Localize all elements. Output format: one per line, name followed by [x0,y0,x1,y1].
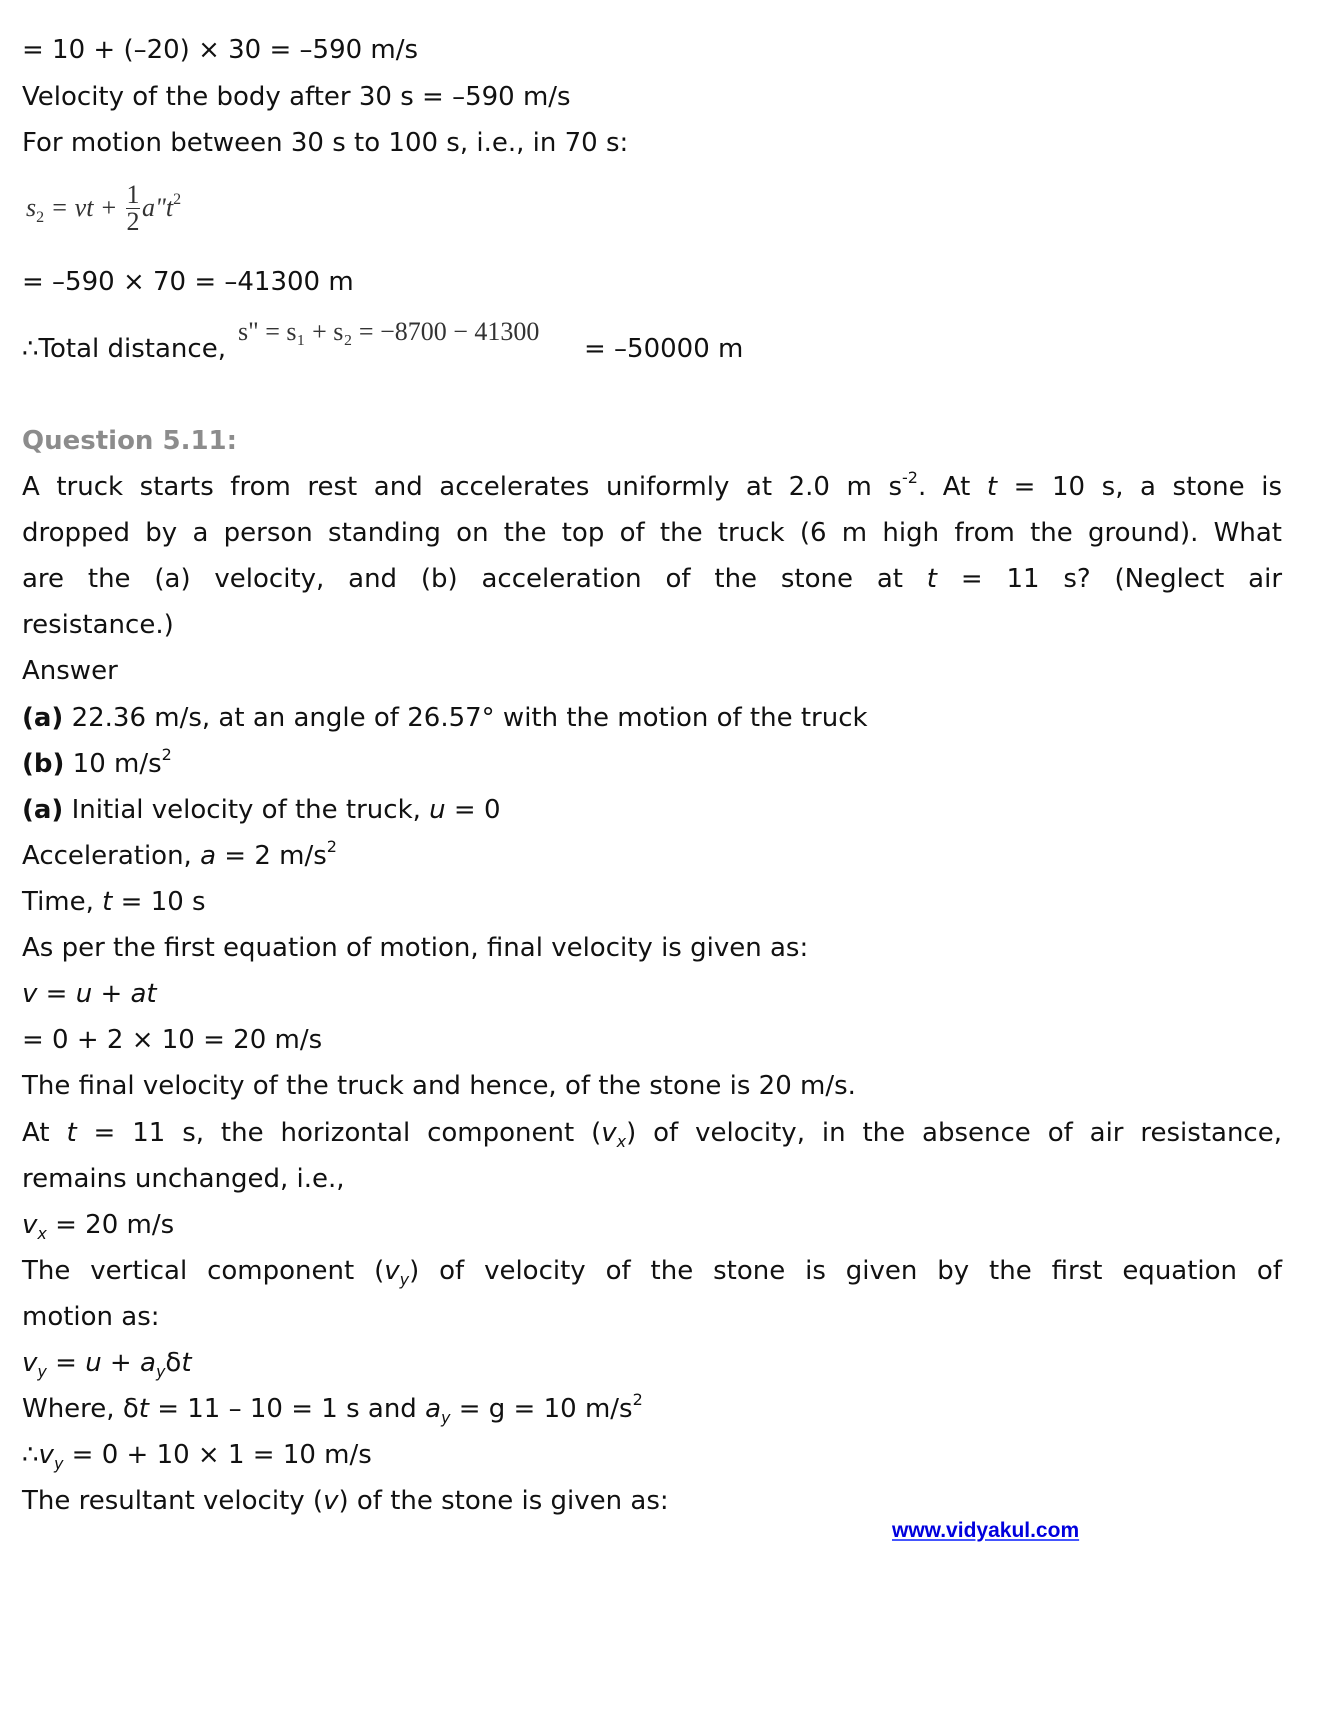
hz-t: t [66,1118,77,1148]
velocity-after-30s: Velocity of the body after 30 s = –590 m/s [22,82,571,112]
vt-v: v [384,1256,400,1286]
time-val: = 10 s [112,887,206,917]
where-c: = g = 10 m/s [450,1394,633,1424]
eq-rhs: a"t [141,193,174,222]
accel-var: a [200,841,217,871]
q1-sup: -2 [901,468,918,487]
vertical-component-line-2: motion as: [22,1302,160,1332]
vx-value [22,1209,174,1241]
where-t: t [138,1394,149,1424]
vt-a: The vertical component ( [22,1256,385,1286]
accel-val: = 2 m/s [216,841,327,871]
final-velocity-statement: The final velocity of the truck and hence, of the stone is 20 m/s. [22,1071,856,1101]
vx-sub: x [37,1224,47,1243]
hz-v: v [601,1118,617,1148]
vy-u: u [85,1348,102,1378]
vy-mid: = [46,1348,86,1378]
question-heading: Question 5.11: [22,426,238,456]
fraction-half [126,179,140,236]
frac-numerator: 1 [126,179,140,209]
vt-sub: y [399,1270,410,1289]
hz-sub: x [616,1132,627,1151]
calc-line-s2: = –590 × 70 = –41300 m [22,267,354,297]
where-line [22,1390,643,1427]
vy-a: a [140,1348,156,1378]
answer-a [22,702,868,734]
q1-t: t [986,472,998,502]
therefore-symbol: ∴ [22,1440,39,1470]
q3-t: t [926,564,937,594]
question-text-line-4: resistance.) [22,610,174,640]
vy-calc [22,1439,372,1471]
hz-b: = 11 s, the horizontal component ( [76,1118,602,1148]
answer-b-label: (b) [22,749,65,779]
vx-var: v [22,1210,38,1240]
vy-calc-sub: y [53,1454,64,1473]
vidyakul-watermark-link[interactable]: www.vidyakul.com [892,1519,1080,1542]
question-text-line-1 [22,468,1282,503]
question-text-line-2: dropped by a person standing on the top of the truck (6 m high from the ground). What [22,518,1282,548]
total-distance-prefix: ∴Total distance, [22,334,226,364]
where-a-sub: y [441,1408,451,1427]
answer-a-text: 22.36 m/s, at an angle of 26.57° with the motion of the truck [63,703,868,733]
accel-text: Acceleration, [22,841,201,871]
where-sup: 2 [632,1390,643,1409]
frac-denominator: 2 [126,206,140,236]
q1-a: A truck starts from rest and accelerates uniformly at 2.0 m s [22,472,902,502]
first-equation [22,978,157,1010]
horizontal-component-line-2: remains unchanged, i.e., [22,1164,345,1194]
first-equation-intro: As per the first equation of motion, final velocity is given as: [22,933,809,963]
horizontal-component-line-1 [22,1117,1282,1149]
res-b: ) of the stone is given as: [338,1486,669,1516]
answer-b-text: 10 m/s [64,749,162,779]
vy-sub: y [37,1362,47,1381]
vy-t: t [181,1348,192,1378]
answer-b-sup: 2 [161,745,172,764]
q1-c: = 10 s, a stone is [997,472,1282,502]
where-b: = 11 – 10 = 1 s and [148,1394,426,1424]
total-distance-equation: s" = s₁ + s₂ = −8700 − 41300 [238,317,540,346]
eq-s-sub: 2 [36,209,45,226]
res-v: v [323,1486,339,1516]
time-var: t [102,887,113,917]
answer-b [22,745,172,780]
where-a-var: a [425,1394,441,1424]
solution-a-var: u [429,795,446,825]
first-equation-calc: = 0 + 2 × 10 = 20 m/s [22,1025,323,1055]
q3-a: are the (a) velocity, and (b) acceleration of the stone at [22,564,927,594]
solution-a-initial-velocity [22,794,501,826]
vx-val: = 20 m/s [46,1210,175,1240]
solution-a-val: = 0 [445,795,501,825]
solution-a-label: (a) [22,795,64,825]
vy-calc-val: = 0 + 10 × 1 = 10 m/s [63,1440,372,1470]
where-a: Where, δ [22,1394,139,1424]
vy-equation [22,1347,192,1379]
vy-asub: y [155,1362,166,1381]
eq-s: s [26,193,37,222]
solution-a-text: Initial velocity of the truck, [63,795,430,825]
vt-b: ) of velocity of the stone is given by the first equation of [409,1256,1282,1286]
vertical-component-line-1 [22,1255,1282,1287]
eq-mid: = vt + [44,193,124,222]
resultant-velocity-line [22,1485,669,1517]
answer-a-label: (a) [22,703,64,733]
vy-delta: δ [165,1348,182,1378]
vy-calc-v: v [38,1440,54,1470]
answer-label: Answer [22,656,118,686]
hz-a: At [22,1118,67,1148]
equation-s2 [26,180,181,237]
question-text-line-3 [22,563,1282,595]
first-equation-text: v = u + at [22,979,157,1009]
q3-b: = 11 s? (Neglect air [937,564,1283,594]
eq-rhs-sup: 2 [173,191,182,208]
accel-sup: 2 [326,837,337,856]
total-distance-result: = –50000 m [584,334,744,364]
vy-plus: + [101,1348,140,1378]
acceleration-line [22,837,337,872]
time-line [22,886,206,918]
time-text: Time, [22,887,103,917]
q1-b: . At [917,472,987,502]
calc-line-velocity: = 10 + (–20) × 30 = –590 m/s [22,35,419,65]
vy-v: v [22,1348,38,1378]
hz-c: ) of velocity, in the absence of air resistance, [626,1118,1282,1148]
motion-30-to-100: For motion between 30 s to 100 s, i.e., in 70 s: [22,128,629,158]
res-a: The resultant velocity ( [22,1486,324,1516]
